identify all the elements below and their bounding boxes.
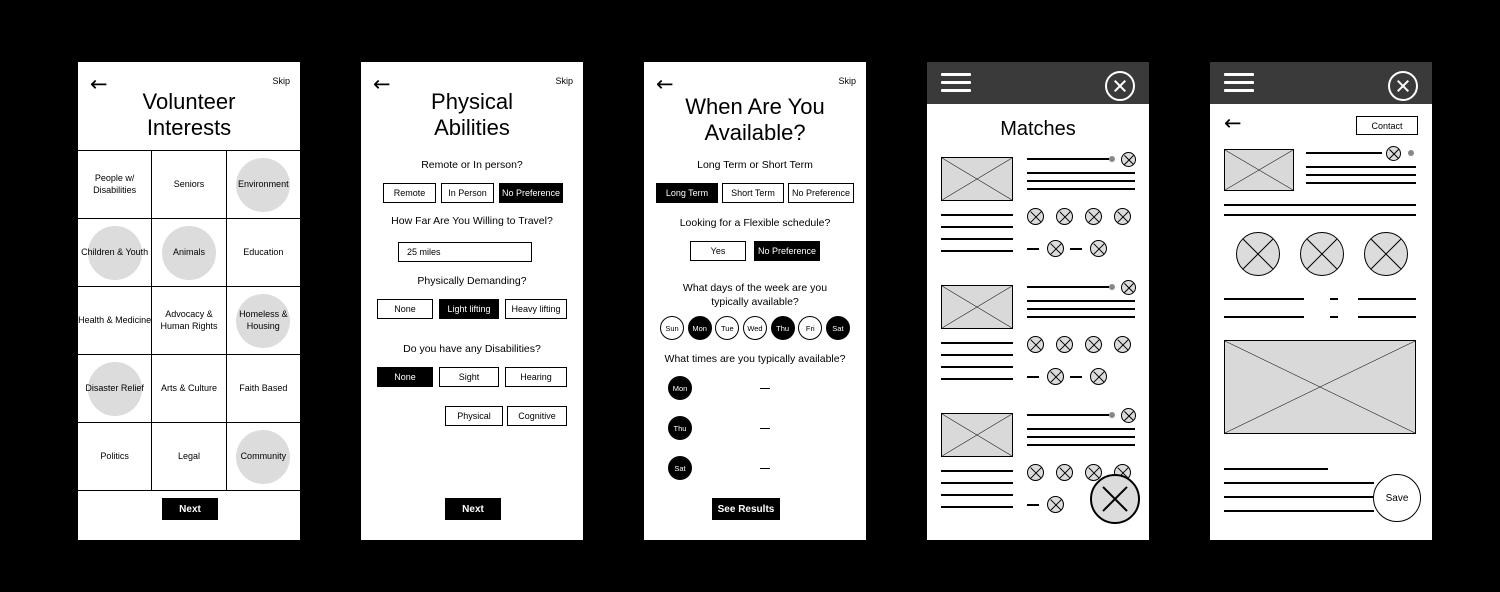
close-circle-icon[interactable] xyxy=(1027,208,1044,225)
time-day-thu[interactable]: Thu xyxy=(668,416,692,440)
option-physical[interactable]: Physical xyxy=(445,406,503,426)
interest-cell[interactable] xyxy=(152,355,226,422)
skip-link[interactable]: Skip xyxy=(838,76,856,86)
flexible-options xyxy=(690,241,820,261)
question-days-label: What days of the week are you typically available? xyxy=(682,282,828,308)
text-line xyxy=(1027,444,1135,446)
question-remote-label: Remote or In person? xyxy=(421,159,523,171)
option-remote[interactable]: Remote xyxy=(383,183,436,203)
close-circle-icon[interactable] xyxy=(1027,464,1044,481)
text-line xyxy=(1027,300,1135,302)
disabilities-options-row2 xyxy=(445,406,567,426)
close-circle-icon[interactable] xyxy=(1090,240,1107,257)
interest-label: Children & Youth xyxy=(81,246,149,257)
page-title-line1: Physical xyxy=(431,89,513,114)
back-arrow-icon[interactable]: ← xyxy=(90,72,108,96)
text-line xyxy=(1027,316,1135,318)
text-line xyxy=(1224,298,1304,300)
text-line xyxy=(1027,158,1109,160)
term-options xyxy=(656,183,854,203)
detail-large-image xyxy=(1224,340,1416,434)
close-circle-icon[interactable] xyxy=(1056,208,1073,225)
interest-cell[interactable] xyxy=(78,151,152,218)
interest-cell[interactable] xyxy=(152,287,226,354)
text-line xyxy=(941,250,1013,252)
interest-cell[interactable] xyxy=(78,423,152,490)
text-line xyxy=(1306,174,1416,176)
page-title-line2: Abilities xyxy=(434,115,510,141)
text-line xyxy=(1358,316,1416,318)
interest-cell[interactable] xyxy=(227,219,300,286)
interest-label: Homeless & Housing xyxy=(239,309,288,331)
text-line xyxy=(1027,286,1109,288)
fab-close-circle-icon[interactable] xyxy=(1090,474,1140,524)
day-selector xyxy=(660,316,850,340)
close-circle-icon[interactable] xyxy=(1300,232,1344,276)
close-circle-icon[interactable] xyxy=(1105,71,1135,101)
interest-label: Health & Medicine xyxy=(78,314,152,325)
text-line xyxy=(941,354,1013,356)
close-circle-icon[interactable] xyxy=(1121,408,1136,423)
text-line xyxy=(941,238,1013,240)
interest-cell[interactable] xyxy=(78,287,152,354)
close-circle-icon[interactable] xyxy=(1047,368,1064,385)
disabilities-options-row1 xyxy=(377,367,567,387)
interest-cell[interactable] xyxy=(78,219,152,286)
text-line xyxy=(941,506,1013,508)
interest-label: Seniors xyxy=(173,178,205,189)
text-line xyxy=(941,494,1013,496)
option-none[interactable]: None xyxy=(377,367,433,387)
back-arrow-icon[interactable]: ← xyxy=(373,72,391,96)
text-line xyxy=(1306,182,1416,184)
question-demanding-label: Physically Demanding? xyxy=(417,275,527,287)
text-line xyxy=(1224,496,1374,498)
interest-cell[interactable] xyxy=(78,355,152,422)
day-tue[interactable]: Tue xyxy=(715,316,739,340)
option-none[interactable]: None xyxy=(377,299,433,319)
option-sight[interactable]: Sight xyxy=(439,367,499,387)
time-day-mon[interactable]: Mon xyxy=(668,376,692,400)
hamburger-menu-icon[interactable] xyxy=(1224,73,1254,97)
match-thumbnail xyxy=(941,285,1013,329)
text-line xyxy=(941,342,1013,344)
back-arrow-icon[interactable]: ← xyxy=(656,72,674,96)
hamburger-menu-icon[interactable] xyxy=(941,73,971,97)
time-row-mon xyxy=(668,376,828,400)
text-line xyxy=(941,378,1013,380)
interest-cell[interactable] xyxy=(152,219,226,286)
close-circle-icon[interactable] xyxy=(1085,336,1102,353)
page-title xyxy=(644,94,866,147)
next-button[interactable]: Next xyxy=(162,498,218,520)
text-line xyxy=(1224,482,1374,484)
skip-link[interactable]: Skip xyxy=(555,76,573,86)
divider-dash xyxy=(1070,248,1082,250)
day-sat[interactable]: Sat xyxy=(826,316,850,340)
day-thu[interactable]: Thu xyxy=(771,316,795,340)
interest-cell[interactable] xyxy=(227,151,300,218)
divider-dash xyxy=(1027,504,1039,506)
close-circle-icon[interactable] xyxy=(1121,152,1136,167)
interest-label: Environment xyxy=(238,178,289,189)
interest-grid xyxy=(78,150,300,491)
option-no-preference[interactable]: No Preference xyxy=(788,183,854,203)
text-line xyxy=(941,482,1013,484)
table-row xyxy=(78,355,300,423)
contact-button[interactable]: Contact xyxy=(1356,116,1418,135)
interest-label: Legal xyxy=(177,450,200,461)
time-row-sat xyxy=(668,456,828,480)
text-line xyxy=(1224,214,1416,216)
divider-dash xyxy=(1027,376,1039,378)
interest-label: Advocacy & Human Rights xyxy=(160,309,218,331)
back-arrow-icon[interactable]: ← xyxy=(1224,111,1242,135)
close-circle-icon[interactable] xyxy=(1090,368,1107,385)
match-card[interactable] xyxy=(927,280,1149,405)
option-hearing[interactable]: Hearing xyxy=(505,367,567,387)
status-dot xyxy=(1109,412,1115,418)
option-heavy-lifting[interactable]: Heavy lifting xyxy=(505,299,567,319)
option-cognitive[interactable]: Cognitive xyxy=(507,406,567,426)
text-line xyxy=(1224,510,1374,512)
option-long-term[interactable]: Long Term xyxy=(656,183,718,203)
status-dot xyxy=(1109,156,1115,162)
text-line xyxy=(1330,298,1338,300)
close-circle-icon[interactable] xyxy=(1114,208,1131,225)
match-card[interactable] xyxy=(927,152,1149,277)
question-travel-label: How Far Are You Willing to Travel? xyxy=(391,215,553,227)
close-circle-icon[interactable] xyxy=(1047,240,1064,257)
option-in-person[interactable]: In Person xyxy=(441,183,494,203)
screen-match-detail xyxy=(1210,62,1432,540)
close-circle-icon[interactable] xyxy=(1388,71,1418,101)
next-button[interactable]: Next xyxy=(445,498,501,520)
page-title-line2: Interests xyxy=(146,115,232,141)
day-mon[interactable]: Mon xyxy=(688,316,712,340)
demanding-options xyxy=(377,299,567,319)
status-dot xyxy=(1408,150,1414,156)
text-line xyxy=(1027,428,1135,430)
option-yes[interactable]: Yes xyxy=(690,241,746,261)
question-flexible-label: Looking for a Flexible schedule? xyxy=(679,217,831,229)
interest-label: Community xyxy=(240,450,287,461)
interest-label: Disaster Relief xyxy=(85,382,144,393)
close-circle-icon[interactable] xyxy=(1121,280,1136,295)
match-thumbnail xyxy=(941,413,1013,457)
time-dash xyxy=(760,428,770,429)
day-sun[interactable]: Sun xyxy=(660,316,684,340)
text-line xyxy=(1027,308,1135,310)
detail-thumbnail xyxy=(1224,149,1294,191)
interest-label: Education xyxy=(243,246,284,257)
table-row xyxy=(78,151,300,219)
time-dash xyxy=(760,468,770,469)
interest-label: Animals xyxy=(172,246,205,257)
time-day-sat[interactable]: Sat xyxy=(668,456,692,480)
screen-matches xyxy=(927,62,1149,540)
text-line xyxy=(1027,172,1135,174)
text-line xyxy=(1027,436,1135,438)
time-row-thu xyxy=(668,416,828,440)
interest-cell[interactable] xyxy=(227,423,300,490)
page-title-line1: Volunteer xyxy=(142,89,236,114)
option-no-preference[interactable]: No Preference xyxy=(754,241,820,261)
close-circle-icon[interactable] xyxy=(1056,464,1073,481)
text-line xyxy=(941,226,1013,228)
close-circle-icon[interactable] xyxy=(1085,208,1102,225)
text-line xyxy=(1358,298,1416,300)
text-line xyxy=(1306,166,1416,168)
text-line xyxy=(1224,468,1328,470)
day-wed[interactable]: Wed xyxy=(743,316,767,340)
interest-label: Politics xyxy=(100,450,129,461)
close-circle-icon[interactable] xyxy=(1236,232,1280,276)
day-fri[interactable]: Fri xyxy=(798,316,822,340)
close-circle-icon[interactable] xyxy=(1364,232,1408,276)
interest-cell[interactable] xyxy=(152,423,226,490)
save-button[interactable] xyxy=(1373,474,1421,522)
question-times-label: What times are you typically available? xyxy=(664,353,846,365)
interest-cell[interactable] xyxy=(227,287,300,354)
page-title xyxy=(78,89,300,142)
interest-cell[interactable] xyxy=(227,355,300,422)
text-line xyxy=(941,366,1013,368)
table-row xyxy=(78,287,300,355)
text-line xyxy=(1224,204,1416,206)
text-line xyxy=(1027,188,1135,190)
option-short-term[interactable]: Short Term xyxy=(722,183,784,203)
page-title-line1: When Are You xyxy=(685,94,825,119)
close-circle-icon[interactable] xyxy=(1056,336,1073,353)
close-circle-icon[interactable] xyxy=(1047,496,1064,513)
text-line xyxy=(1330,316,1338,318)
time-dash xyxy=(760,388,770,389)
interest-label: Faith Based xyxy=(239,382,288,393)
text-line xyxy=(941,470,1013,472)
text-line xyxy=(1224,316,1304,318)
screen-volunteer-interests xyxy=(78,62,300,540)
option-no-preference[interactable]: No Preference xyxy=(499,183,563,203)
divider-dash xyxy=(1027,248,1039,250)
text-line xyxy=(941,214,1013,216)
text-line xyxy=(1027,414,1109,416)
table-row xyxy=(78,423,300,490)
remote-options xyxy=(383,183,563,203)
skip-link[interactable]: Skip xyxy=(272,76,290,86)
option-light-lifting[interactable]: Light lifting xyxy=(439,299,499,319)
save-button-label: Save xyxy=(1385,492,1409,504)
page-title xyxy=(361,89,583,142)
screen-physical-abilities xyxy=(361,62,583,540)
interest-label: Arts & Culture xyxy=(160,382,217,393)
question-disabilities-label: Do you have any Disabilities? xyxy=(403,343,541,355)
close-circle-icon[interactable] xyxy=(1027,336,1044,353)
page-title: Matches xyxy=(1000,118,1076,140)
close-circle-icon[interactable] xyxy=(1386,146,1401,161)
match-thumbnail xyxy=(941,157,1013,201)
text-line xyxy=(1027,180,1135,182)
status-dot xyxy=(1109,284,1115,290)
travel-distance-input[interactable]: 25 miles xyxy=(398,242,532,262)
page-title-line2: Available? xyxy=(704,120,806,146)
text-line xyxy=(1306,152,1382,154)
divider-dash xyxy=(1070,376,1082,378)
close-circle-icon[interactable] xyxy=(1114,336,1131,353)
see-results-button[interactable]: See Results xyxy=(712,498,780,520)
interest-label: People w/ Disabilities xyxy=(93,173,137,195)
question-term-label: Long Term or Short Term xyxy=(697,159,813,171)
screen-availability xyxy=(644,62,866,540)
table-row xyxy=(78,219,300,287)
interest-cell[interactable] xyxy=(152,151,226,218)
